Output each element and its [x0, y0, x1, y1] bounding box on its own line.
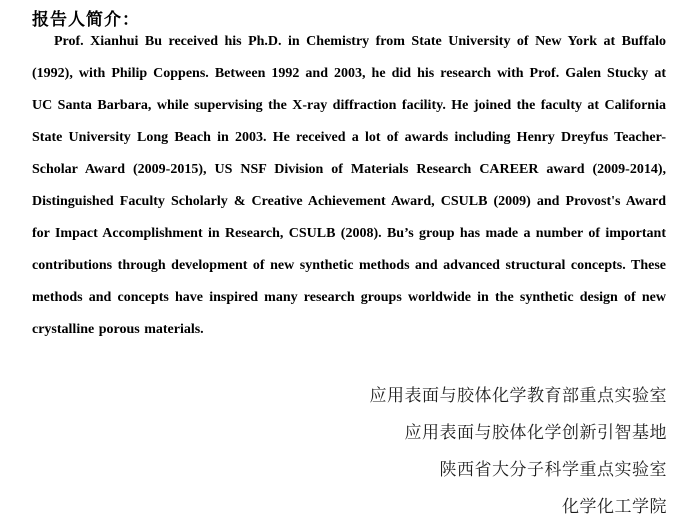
affiliation-shaanxi-key-lab: 陕西省大分子科学重点实验室 — [439, 460, 667, 479]
speaker-bio-paragraph: Prof. Xianhui Bu received his Ph.D. in Chemistry from State University of New York at Buffalo (1992), with Philip Coppens. Between 1992 and 2003, he did his research with Prof. Galen Stucky at UC Santa Barbara, while supervising the X-ray diffraction facility. He joined the faculty at California State University Long Beach in 2003. He received a lot of awards including Henry Dreyfus Teacher-Scholar Award (2009-2015), US NSF Division of Materials Research CAREER award (2009-2014), Distinguished Faculty Scholarly & Creative Achievement Award, CSULB (2009) and Provost's Award for Impact Accomplishment in Research, CSULB (2008). Bu’s group has made a number of important contributions through development of new synthetic methods and advanced structural concepts. These methods and concepts have inspired many research groups worldwide in the synthetic design of new crystalline porous materials. — [32, 34, 666, 337]
affiliation-list — [370, 377, 668, 525]
affiliation-innovation-intelligence-base: 应用表面与胶体化学创新引智基地 — [404, 423, 667, 442]
speaker-intro-heading: 报告人简介： — [32, 10, 140, 29]
affiliation-school-of-chemistry: 化学化工学院 — [562, 497, 667, 516]
affiliation-key-lab-ministry-of-education: 应用表面与胶体化学教育部重点实验室 — [369, 386, 667, 405]
